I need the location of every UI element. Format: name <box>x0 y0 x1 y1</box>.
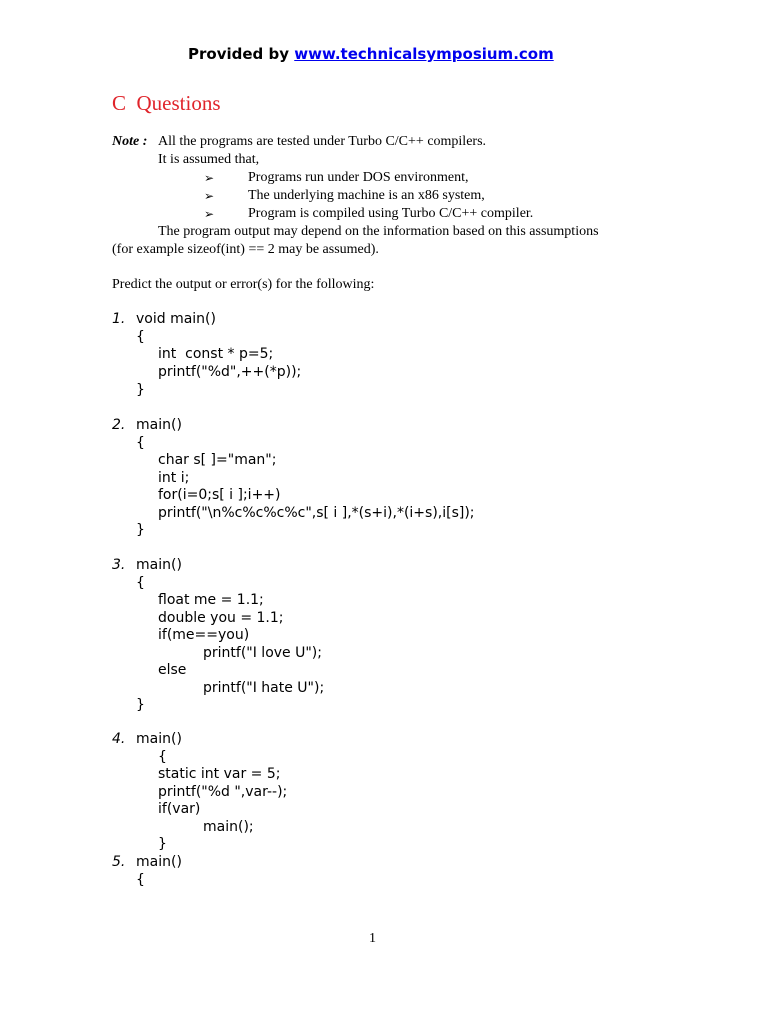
note-line-1: All the programs are tested under Turbo C/C++ compilers. <box>158 134 487 149</box>
code-line: } <box>158 836 167 852</box>
arrow-bullet-icon: ➢ <box>204 207 215 221</box>
code-line: { <box>158 749 167 765</box>
code-line: { <box>136 575 145 591</box>
note-line-3: The program output may depend on the information based on this assumptions <box>158 224 599 239</box>
code-line: printf("%d ",var--); <box>158 784 288 800</box>
code-line: printf("I hate U"); <box>203 680 325 696</box>
code-line: void main() <box>136 311 216 327</box>
website-link[interactable]: www.technicalsymposium.com <box>294 45 554 63</box>
code-line: float me = 1.1; <box>158 592 264 608</box>
code-line: main() <box>136 557 182 573</box>
code-line: main() <box>136 417 182 433</box>
code-line: { <box>136 872 145 888</box>
code-line: main(); <box>203 819 254 835</box>
arrow-bullet-icon: ➢ <box>204 189 215 203</box>
page-number: 1 <box>369 931 376 946</box>
note-label: Note : <box>112 134 148 149</box>
code-line: printf("I love U"); <box>203 645 322 661</box>
question-number: 1. <box>112 311 126 327</box>
provided-by-header <box>188 45 554 63</box>
code-line: printf("%d",++(*p)); <box>158 364 302 380</box>
bullet-item: The underlying machine is an x86 system, <box>248 188 485 203</box>
code-line: { <box>136 329 145 345</box>
provided-by-label: Provided by <box>188 45 295 63</box>
code-line: for(i=0;s[ i ];i++) <box>158 487 281 503</box>
code-line: } <box>136 522 145 538</box>
code-line: int i; <box>158 470 190 486</box>
code-line: main() <box>136 731 182 747</box>
code-line: char s[ ]="man"; <box>158 452 277 468</box>
bullet-item: Program is compiled using Turbo C/C++ compiler. <box>248 206 534 221</box>
question-number: 5. <box>112 854 126 870</box>
code-line: else <box>158 662 187 678</box>
arrow-bullet-icon: ➢ <box>204 171 215 185</box>
code-line: if(me==you) <box>158 627 250 643</box>
page-title: C Questions <box>112 91 221 115</box>
code-line: double you = 1.1; <box>158 610 284 626</box>
note-line-2: It is assumed that, <box>158 152 260 167</box>
code-line: } <box>136 382 145 398</box>
code-line: } <box>136 697 145 713</box>
code-line: int const * p=5; <box>158 346 274 362</box>
note-line-4: (for example sizeof(int) == 2 may be assumed). <box>112 242 379 257</box>
question-number: 3. <box>112 557 126 573</box>
code-line: static int var = 5; <box>158 766 281 782</box>
code-line: printf("\n%c%c%c%c",s[ i ],*(s+i),*(i+s),i[s]); <box>158 505 475 521</box>
code-line: { <box>136 435 145 451</box>
bullet-item: Programs run under DOS environment, <box>248 170 469 185</box>
code-line: if(var) <box>158 801 201 817</box>
instruction-text: Predict the output or error(s) for the following: <box>112 277 375 292</box>
code-line: main() <box>136 854 182 870</box>
question-number: 2. <box>112 417 126 433</box>
question-number: 4. <box>112 731 126 747</box>
